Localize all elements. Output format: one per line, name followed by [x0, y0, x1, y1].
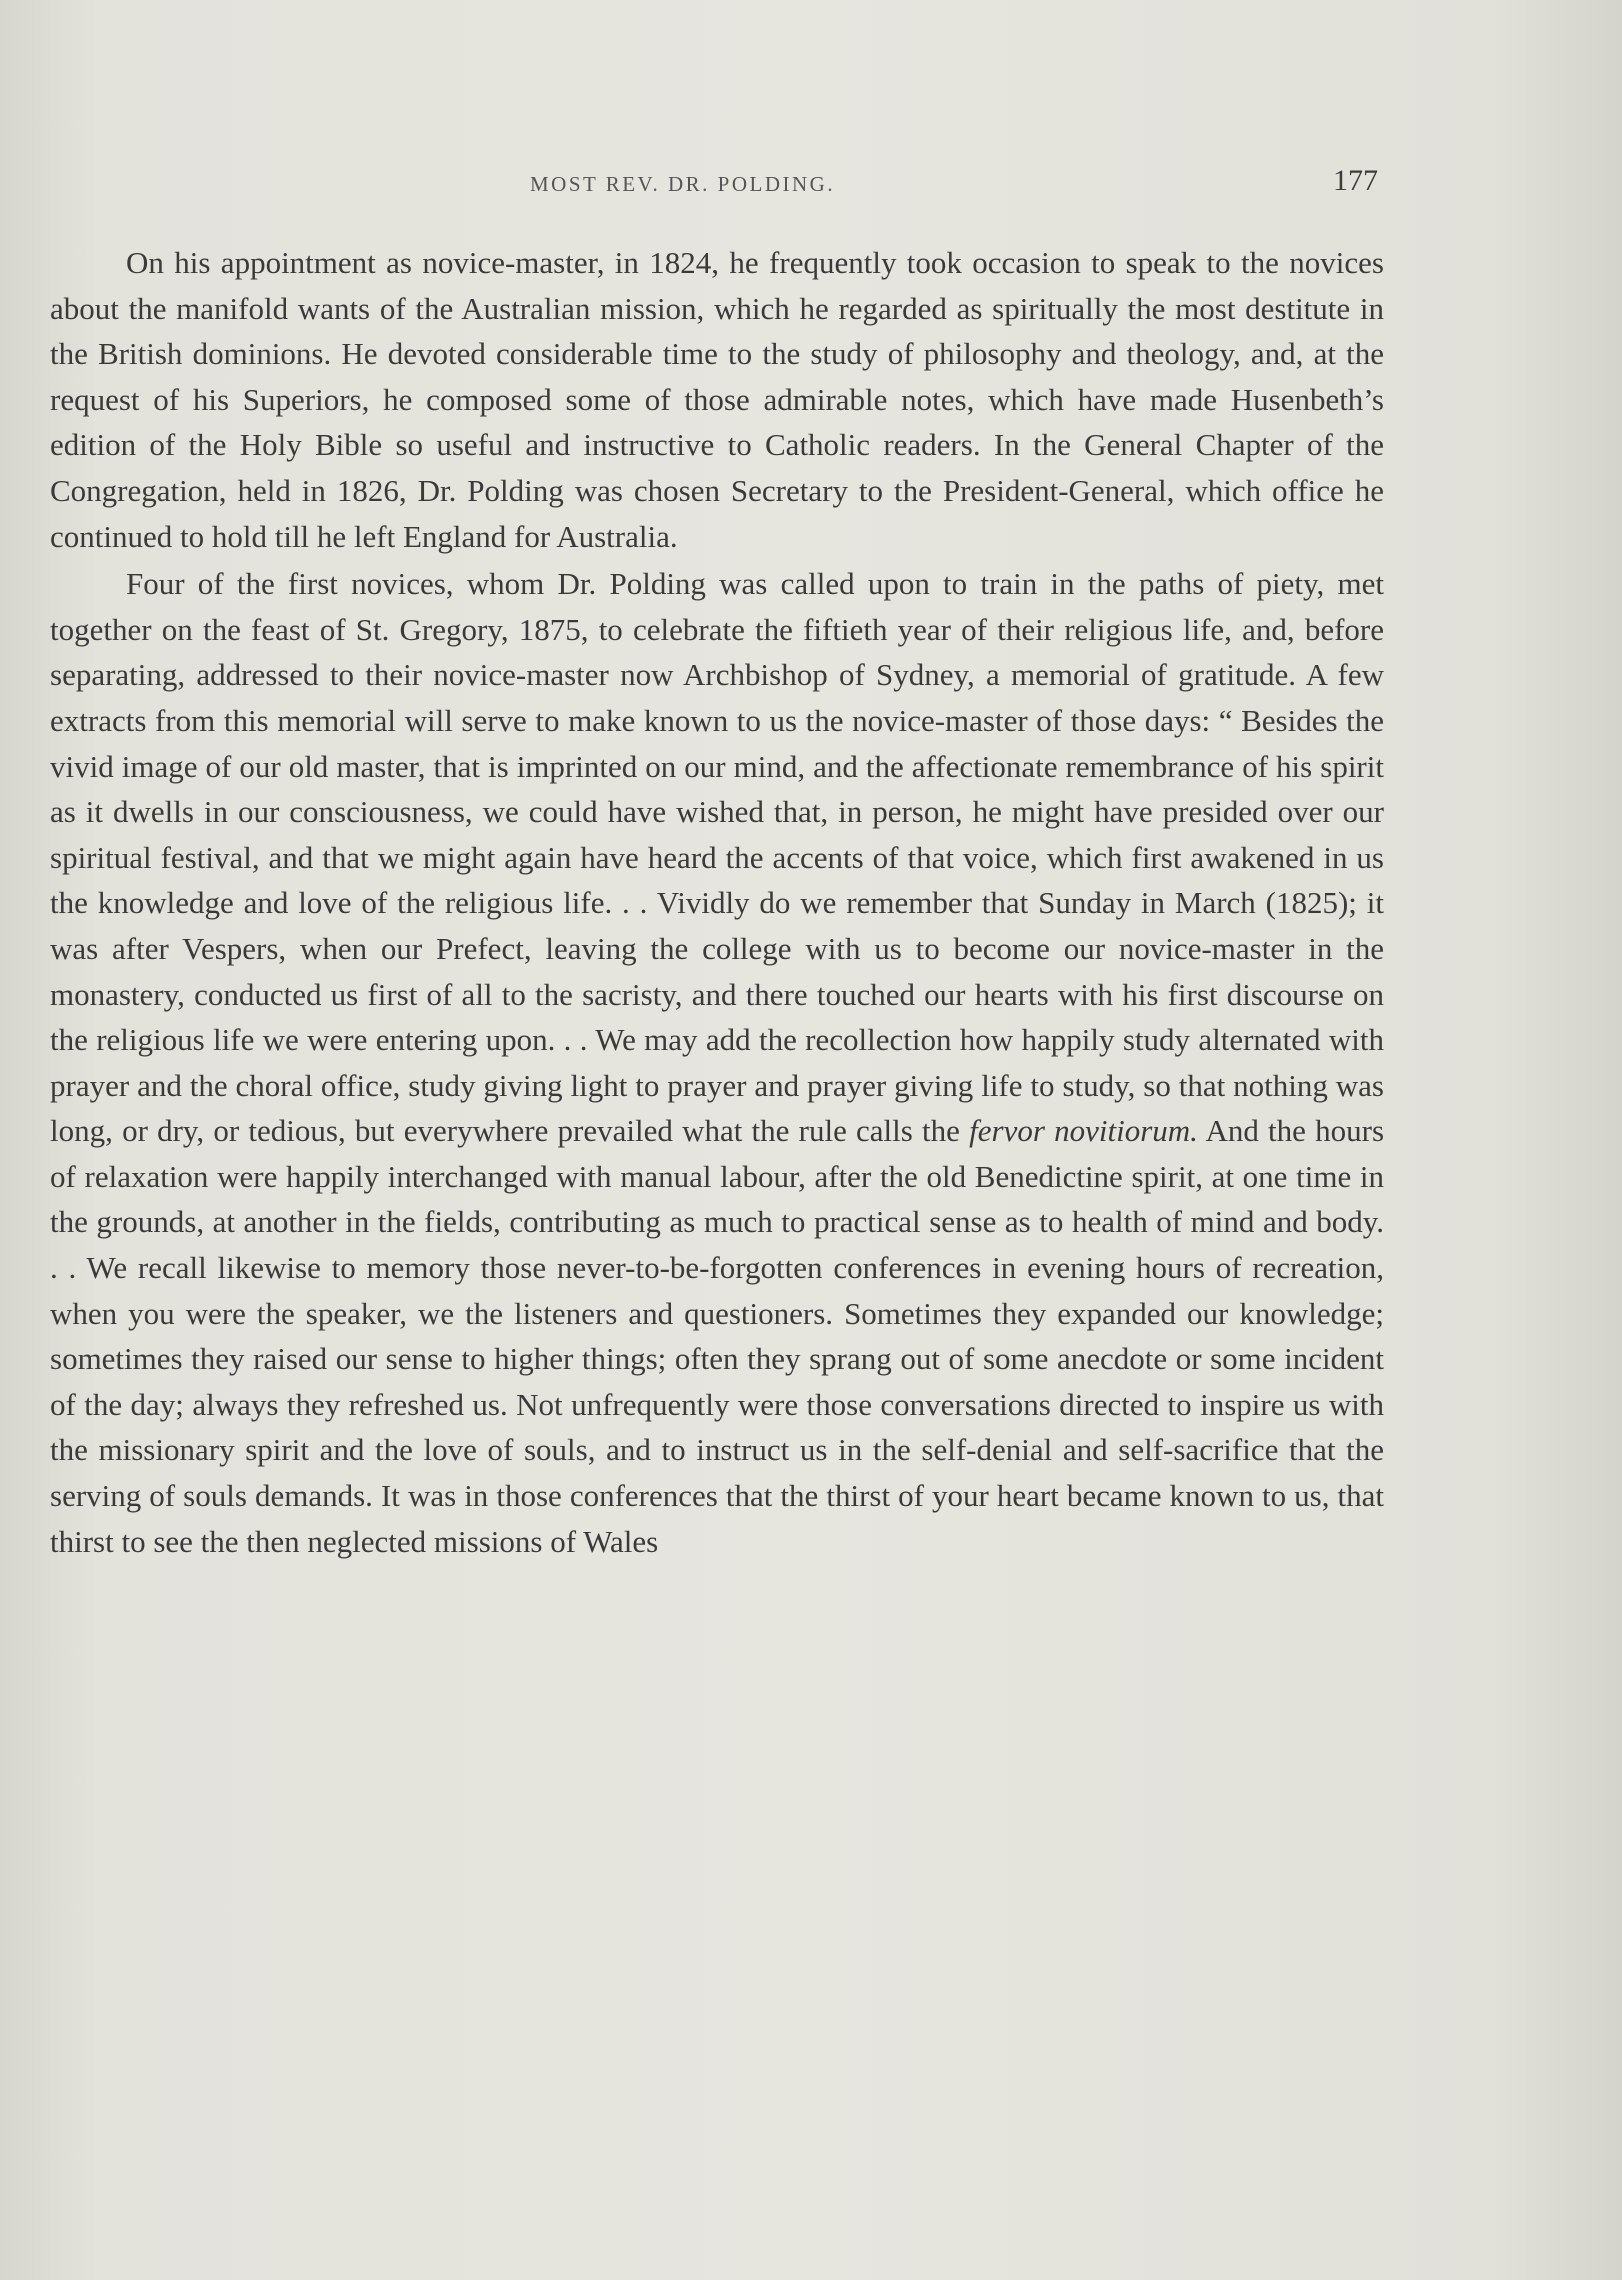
page-header [0, 164, 1622, 208]
paragraph-2-text-start: Four of the first novices, whom Dr. Polding was called upon to train in the paths of piety, met together on the feast of St. Gregory, 1875, to celebrate the fiftieth year of their religious life, and, before separating, addressed to their novice-master now Archbishop of Sydney, a memorial of gratitude. A few extracts from this memorial will serve to make known to us the novice-master of those days: “ Besides the vivid image of our old master, that is imprinted on our mind, and the affectionate remembrance of his spirit as it dwells in our consciousness, we could have wished that, in person, he might have presided over our spiritual festival, and that we might again have heard the accents of that voice, which first awakened in us the knowledge and love of the religious life. . . Vividly do we remember that Sunday in March (1825); it was after Vespers, when our Prefect, leaving the college with us to become our novice-master in the monastery, conducted us first of all to the sacristy, and there touched our hearts with his first discourse on the religious life we were entering upon. . . We may add the recollection how happily study alternated with prayer and the choral office, study giving light to prayer and prayer giving life to study, so that nothing was long, or dry, or tedious, but everywhere prevailed what the rule calls the [50, 566, 1384, 1149]
latin-phrase: fervor novitiorum. [969, 1113, 1198, 1149]
body-text [50, 240, 1384, 1566]
paragraph-1: On his appointment as novice-master, in 1824, he frequently took occasion to speak to the novices about the manifold wants of the Australian mission, which he regarded as spiritually the most destitute in the British dominions. He devoted considerable time to the study of philosophy and theology, and, at the request of his Superiors, he composed some of those admirable notes, which have made Husenbeth’s edition of the Holy Bible so useful and instructive to Catholic readers. In the General Chapter of the Congregation, held in 1826, Dr. Polding was chosen Secretary to the President-General, which office he continued to hold till he left England for Australia. [50, 245, 1384, 554]
running-title: MOST REV. DR. POLDING. [530, 172, 836, 196]
paragraph-2 [50, 561, 1384, 1564]
page-number: 177 [1333, 164, 1378, 197]
paragraph-2-text-end: And the hours of relaxation were happily interchanged with manual labour, after the old Benedictine spirit, at one time in the grounds, at another in the fields, contributing as much to practical sense as to health of mind and body. . . We recall likewise to memory those never-to-be-forgotten conferences in evening hours of recreation, when you were the speaker, we the listeners and questioners. Sometimes they expanded our knowledge; sometimes they raised our sense to higher things; often they sprang out of some anecdote or some incident of the day; always they refreshed us. Not unfrequently were those conversations directed to inspire us with the missionary spirit and the love of souls, and to instruct us in the self-denial and self-sacrifice that the serving of souls demands. It was in those conferences that the thirst of your heart became known to us, that thirst to see the then neglected missions of Wales [50, 1113, 1385, 1559]
